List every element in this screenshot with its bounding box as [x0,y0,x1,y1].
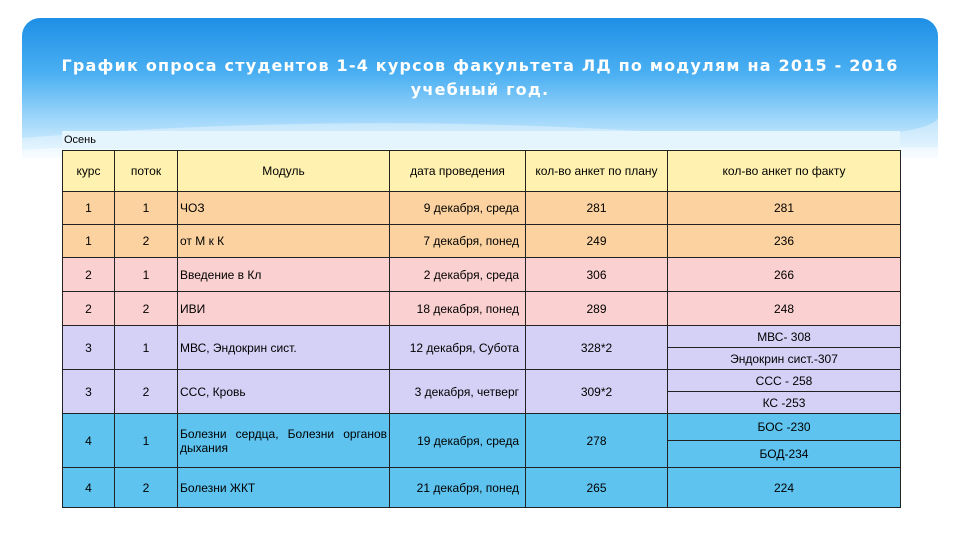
cell-course: 3 [63,370,115,414]
cell-module: ЧОЗ [178,192,390,225]
cell-course: 4 [63,414,115,468]
cell-date: 9 декабря, среда [390,192,526,225]
cell-date: 7 декабря, понед [390,225,526,258]
table-row [63,258,901,292]
survey-schedule-table [62,150,901,508]
cell-plan: 328*2 [526,326,668,370]
cell-stream: 2 [115,225,178,258]
cell-fact: КС -253 [668,392,901,414]
cell-fact: 266 [668,258,901,292]
cell-date: 3 декабря, четверг [390,370,526,414]
cell-stream: 1 [115,258,178,292]
cell-fact: ССС - 258 [668,370,901,392]
table-row [63,292,901,326]
cell-stream: 2 [115,370,178,414]
header-plan: кол-во анкет по плану [526,151,668,192]
cell-module: Болезни ЖКТ [178,468,390,508]
cell-module: ССС, Кровь [178,370,390,414]
cell-course: 2 [63,258,115,292]
table-row [63,225,901,258]
header-module: Модуль [178,151,390,192]
cell-date: 19 декабря, среда [390,414,526,468]
cell-stream: 2 [115,292,178,326]
season-label: Осень [62,131,900,149]
cell-plan: 289 [526,292,668,326]
page-title: График опроса студентов 1-4 курсов факультета ЛД по модулям на 2015 - 2016 учебный год. [61,56,899,99]
cell-date: 18 декабря, понед [390,292,526,326]
cell-fact: БОС -230 [668,414,901,441]
cell-module: от М к К [178,225,390,258]
table-row [63,192,901,225]
cell-plan: 278 [526,414,668,468]
header-course: курс [63,151,115,192]
cell-fact: 224 [668,468,901,508]
header-date: дата проведения [390,151,526,192]
cell-module: Введение в Кл [178,258,390,292]
table-row [63,370,901,392]
cell-course: 3 [63,326,115,370]
header-stream: поток [115,151,178,192]
cell-module: МВС, Эндокрин сист. [178,326,390,370]
cell-fact: БОД-234 [668,441,901,468]
cell-stream: 2 [115,468,178,508]
cell-plan: 249 [526,225,668,258]
cell-course: 1 [63,225,115,258]
table-row [63,326,901,348]
table-row [63,414,901,441]
cell-course: 4 [63,468,115,508]
cell-fact: МВС- 308 [668,326,901,348]
table-row [63,468,901,508]
cell-stream: 1 [115,414,178,468]
cell-course: 1 [63,192,115,225]
cell-plan: 306 [526,258,668,292]
cell-module: ИВИ [178,292,390,326]
cell-stream: 1 [115,326,178,370]
cell-plan: 309*2 [526,370,668,414]
cell-date: 21 декабря, понед [390,468,526,508]
cell-plan: 281 [526,192,668,225]
header-fact: кол-во анкет по факту [668,151,901,192]
cell-stream: 1 [115,192,178,225]
cell-fact: 248 [668,292,901,326]
table-header-row [63,151,901,192]
cell-module: Болезни сердца, Болезни органов дыхания [178,414,390,468]
cell-fact: 281 [668,192,901,225]
cell-fact: 236 [668,225,901,258]
cell-plan: 265 [526,468,668,508]
cell-course: 2 [63,292,115,326]
cell-date: 12 декабря, Субота [390,326,526,370]
cell-fact: Эндокрин сист.-307 [668,348,901,370]
cell-date: 2 декабря, среда [390,258,526,292]
